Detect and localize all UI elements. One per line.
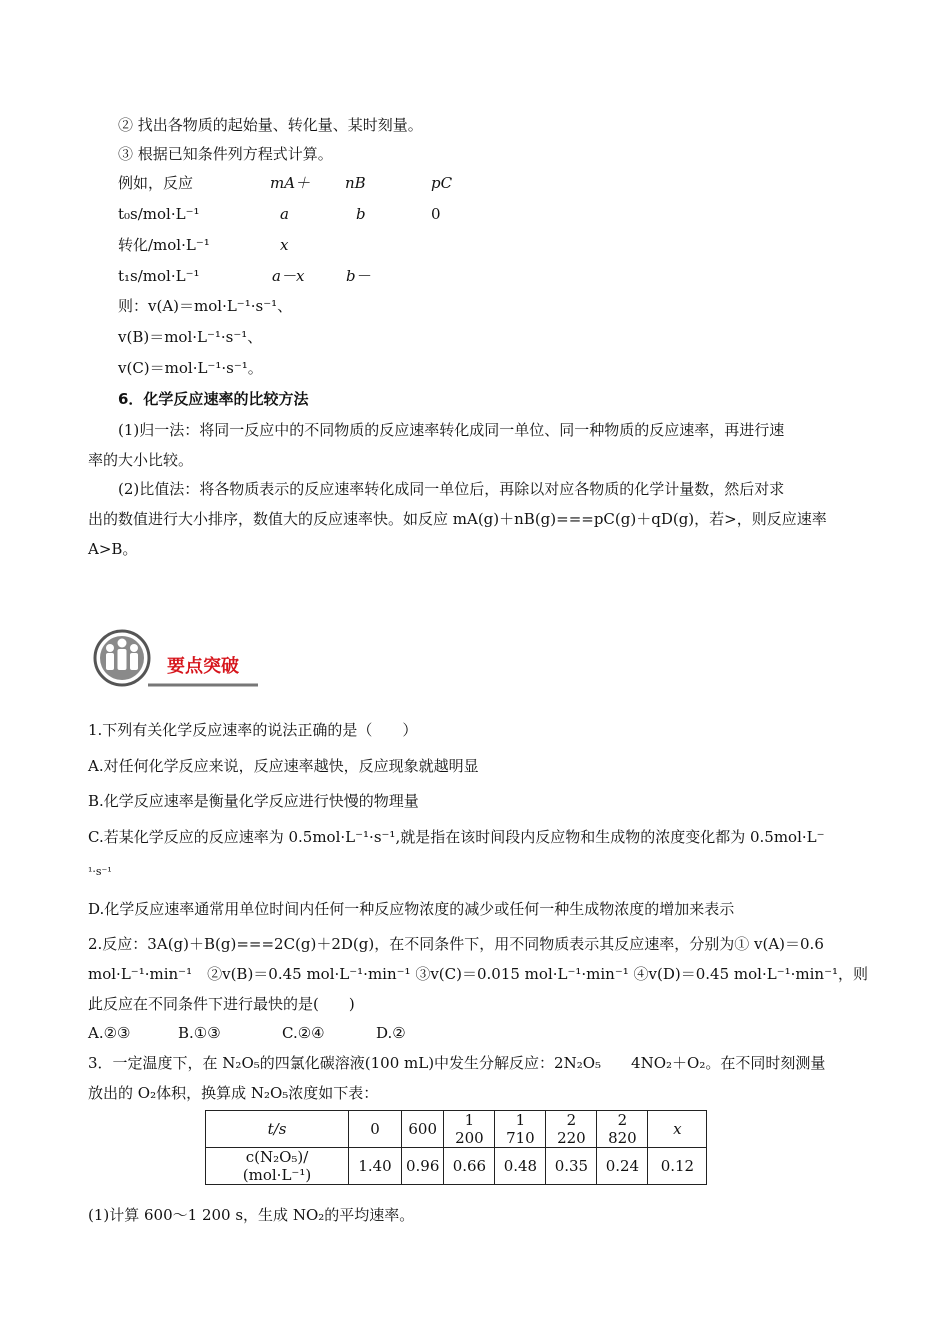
table-cell: 1 200 [444, 1111, 495, 1148]
row-conv-a: x [280, 236, 289, 254]
step-3: ③ 根据已知条件列方程式计算。 [118, 145, 333, 163]
rate-b: v(B)＝mol·L⁻¹·s⁻¹、 [118, 328, 263, 346]
row-t1-b: b－ [346, 267, 371, 285]
rate-c: v(C)＝mol·L⁻¹·s⁻¹。 [118, 359, 263, 377]
method-2-line-1: (2)比值法：将各物质表示的反应速率转化成同一单位后，再除以对应各物质的化学计量数，然后对求 [118, 480, 785, 498]
table-cell: x [648, 1111, 707, 1148]
table-cell: 600 [402, 1111, 444, 1148]
table-cell: 1 710 [495, 1111, 546, 1148]
q1-option-a: A.对任何化学反应来说，反应速率越快，反应现象就越明显 [88, 757, 479, 775]
method-1-line-2: 率的大小比较。 [88, 451, 194, 469]
row-t0-c: 0 [431, 205, 441, 223]
method-2-line-3: A>B。 [88, 540, 138, 558]
table-cell: 1.40 [349, 1148, 402, 1185]
q2-option-c: C.②④ [282, 1024, 325, 1042]
q2-line-1: 2.反应：3A(g)＋B(g)===2C(g)＋2D(g)，在不同条件下，用不同物质表示其反应速率，分别为① v(A)＝0.6 [88, 935, 824, 953]
q2-line-3: 此反应在不同条件下进行最快的是( ) [88, 995, 355, 1013]
rate-a: 则：v(A)＝mol·L⁻¹·s⁻¹、 [118, 297, 293, 315]
q1-option-c-line-1: C.若某化学反应的反应速率为 0.5mol·L⁻¹·s⁻¹,就是指在该时间段内反应物和生成物的浓度变化都为 0.5mol·L⁻ [88, 828, 825, 846]
section-6-heading: 6．化学反应速率的比较方法 [118, 390, 309, 408]
q1-option-c-line-2: ¹·s⁻¹ [88, 865, 112, 878]
table-cell: 0.66 [444, 1148, 495, 1185]
row-t1-a: a－x [272, 267, 305, 285]
step-2: ② 找出各物质的起始量、转化量、某时刻量。 [118, 116, 423, 134]
table-cell: 2 820 [597, 1111, 648, 1148]
table-cell: c(N₂O₅)/ (mol·L⁻¹) [206, 1148, 349, 1185]
q2-line-2: mol·L⁻¹·min⁻¹ ②v(B)＝0.45 mol·L⁻¹·min⁻¹ ③v(C)＝0.015 mol·L⁻¹·min⁻¹ ④v(D)＝0.45 mol·L⁻¹·min⁻¹，则 [88, 965, 869, 983]
table-cell: 0 [349, 1111, 402, 1148]
q1-option-d: D.化学反应速率通常用单位时间内任何一种反应物浓度的减少或任何一种生成物浓度的增加来表示 [88, 900, 735, 918]
row-t1-label: t₁s/mol·L⁻¹ [118, 267, 200, 285]
q3-line-1: 3．一定温度下，在 N₂O₅的四氯化碳溶液(100 mL)中发生分解反应：2N₂O₅ 4NO₂＋O₂。在不同时刻测量 [88, 1054, 826, 1072]
q3-line-2: 放出的 O₂体积，换算成 N₂O₅浓度如下表： [88, 1084, 379, 1102]
row-t0-label: t₀s/mol·L⁻¹ [118, 205, 200, 223]
q2-option-b: B.①③ [178, 1024, 221, 1042]
table-cell: 0.48 [495, 1148, 546, 1185]
table-row [206, 1148, 707, 1185]
table-cell: t/s [206, 1111, 349, 1148]
table-cell: 0.12 [648, 1148, 707, 1185]
row-t0-a: a [280, 205, 289, 223]
table-cell: 0.96 [402, 1148, 444, 1185]
example-label: 例如，反应 [118, 174, 194, 192]
row-conv-label: 转化/mol·L⁻¹ [118, 236, 210, 254]
table-cell: 0.24 [597, 1148, 648, 1185]
row-t0-b: b [356, 205, 366, 223]
table-row [206, 1111, 707, 1148]
table-cell: 0.35 [546, 1148, 597, 1185]
method-1-line-1: (1)归一法：将同一反应中的不同物质的反应速率转化成同一单位、同一种物质的反应速率，再进行速 [118, 421, 785, 439]
example-reactant-a: mA＋ [270, 174, 311, 192]
concentration-table [205, 1110, 707, 1185]
example-product-c: pC [431, 174, 453, 192]
example-reactant-b: nB [345, 174, 366, 192]
table-cell: 2 220 [546, 1111, 597, 1148]
q2-option-d: D.② [376, 1024, 406, 1042]
q1-stem: 1.下列有关化学反应速率的说法正确的是（ ） [88, 721, 418, 739]
q2-option-a: A.②③ [88, 1024, 131, 1042]
q3-subquestion-1: (1)计算 600～1 200 s，生成 NO₂的平均速率。 [88, 1206, 415, 1224]
q1-option-b: B.化学反应速率是衡量化学反应进行快慢的物理量 [88, 792, 419, 810]
section-banner-title: 要点突破 [167, 656, 239, 677]
method-2-line-2: 出的数值进行大小排序，数值大的反应速率快。如反应 mA(g)＋nB(g)===pC(g)＋qD(g)，若>，则反应速率 [88, 510, 827, 528]
